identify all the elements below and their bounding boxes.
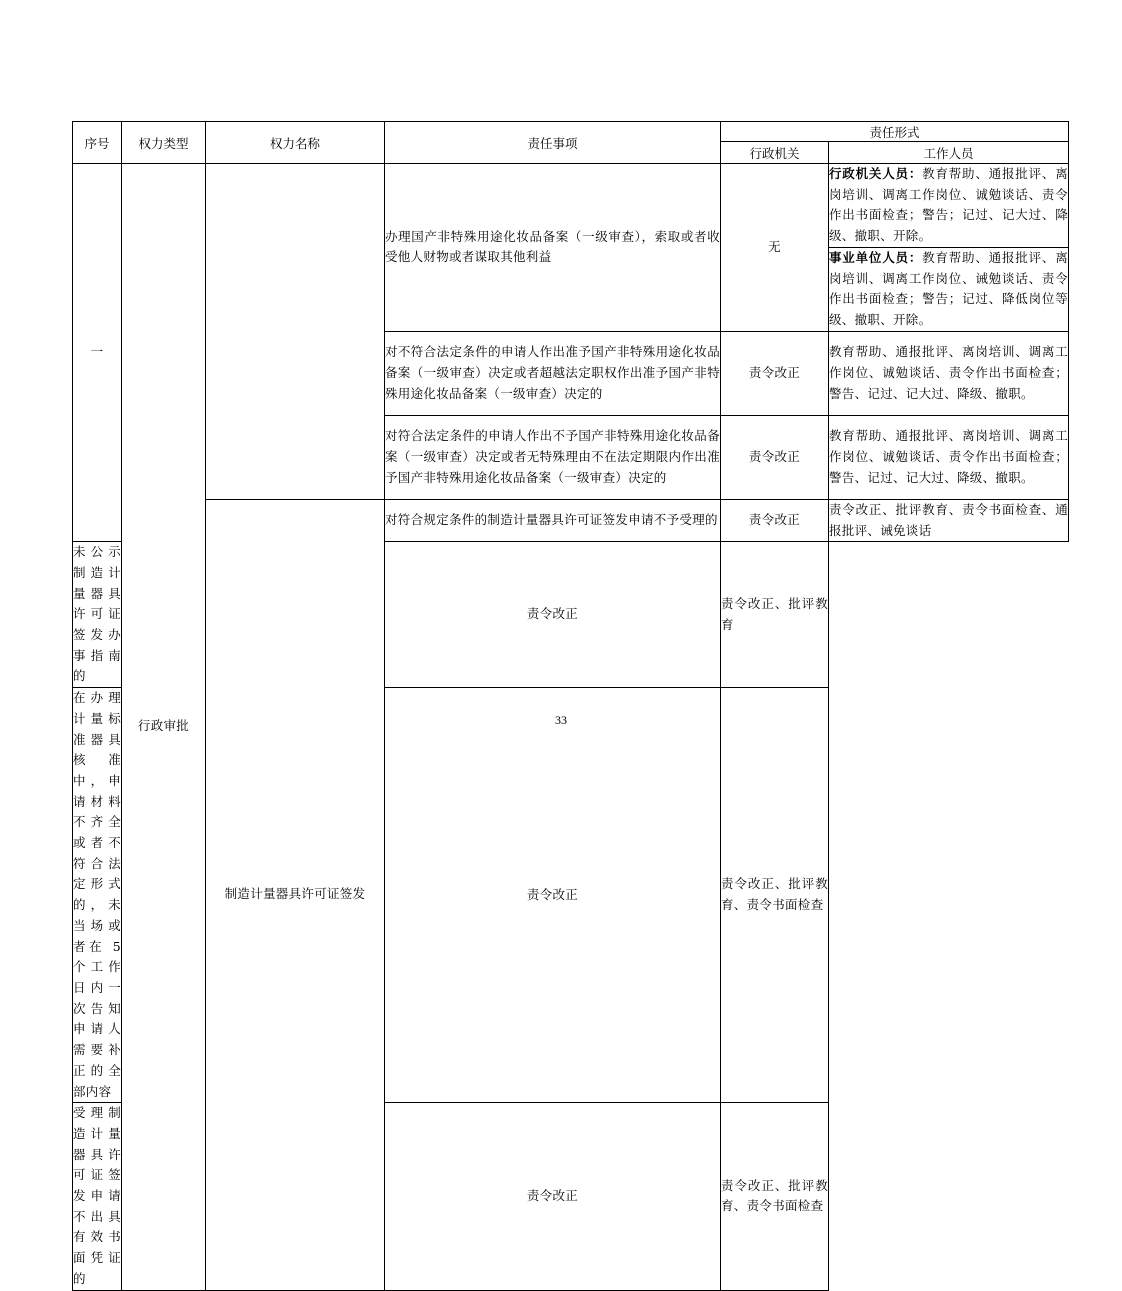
header-agency: 行政机关: [721, 142, 829, 164]
row-3-agency-form: 责令改正: [721, 415, 829, 499]
row-7-staff-form: 责令改正、批评教育、责令书面检查: [721, 1103, 829, 1290]
group-power-type: 行政审批: [122, 164, 206, 1291]
row-2-agency-form: 责令改正: [721, 331, 829, 415]
row-4-duty: 对符合规定条件的制造计量器具许可证签发申请不予受理的: [385, 499, 721, 541]
row-1-staff-administrative: [829, 164, 1069, 248]
row-4-agency-form: 责令改正: [721, 499, 829, 541]
liability-table: [72, 121, 1069, 1291]
group-power-name-2: 制造计量器具许可证签发: [206, 499, 385, 1290]
header-liability-form: 责任形式: [721, 122, 1069, 142]
staff-label-public-institution: 事业单位人员：: [829, 249, 923, 265]
row-5-agency-form: 责令改正: [385, 542, 721, 688]
row-1-agency-form: 无: [721, 164, 829, 332]
row-6-staff-form: 责令改正、批评教育、责令书面检查: [721, 688, 829, 1103]
page-number: 33: [555, 713, 567, 727]
row-3-staff-form: 教育帮助、通报批评、离岗培训、调离工作岗位、诚勉谈话、责令作出书面检查；警告、记过、记大过、降级、撤职。: [829, 415, 1069, 499]
group-seq: 一: [73, 164, 122, 542]
row-6-duty: 在办理计量标准器具核准中，申请材料不齐全或者不符合法定形式的，未当场或者在 5 个工作日内一次告知申请人需要补正的全部内容: [73, 688, 122, 1103]
row-5-duty: 未公示制造计量器具许可证签发办事指南的: [73, 542, 122, 688]
staff-text-public-institution: 教育帮助、通报批评、离岗培训、调离工作岗位、诫勉谈话、责令作出书面检查；警告；记过、降低岗位等级、撤职、开除。: [829, 249, 1069, 328]
row-1-duty: 办理国产非特殊用途化妆品备案（一级审查），索取或者收受他人财物或者谋取其他利益: [385, 164, 721, 332]
row-4-staff-form: 责令改正、批评教育、责令书面检查、通报批评、诫免谈话: [829, 499, 1069, 541]
group-power-name-1: [206, 164, 385, 500]
header-duty: 责任事项: [385, 122, 721, 164]
row-2-staff-form: 教育帮助、通报批评、离岗培训、调离工作岗位、诚勉谈话、责令作出书面检查；警告、记过、记大过、降级、撤职。: [829, 331, 1069, 415]
row-7-duty: 受理制造计量器具许可证签发申请不出具有效书面凭证的: [73, 1103, 122, 1290]
row-2-duty: 对不符合法定条件的申请人作出准予国产非特殊用途化妆品备案（一级审查）决定或者超越法定职权作出准予国产非特殊用途化妆品备案（一级审查）决定的: [385, 331, 721, 415]
row-1-staff-public-institution: [829, 247, 1069, 331]
header-power-name: 权力名称: [206, 122, 385, 164]
staff-text-administrative: 教育帮助、通报批评、离岗培训、调离工作岗位、诚勉谈话、责令作出书面检查；警告；记过、记大过、降级、撤职、开除。: [829, 166, 1069, 244]
row-5-staff-form: 责令改正、批评教育: [721, 542, 829, 688]
row-3-duty: 对符合法定条件的申请人作出不予国产非特殊用途化妆品备案（一级审查）决定或者无特殊理由不在法定期限内作出准予国产非特殊用途化妆品备案（一级审查）决定的: [385, 415, 721, 499]
header-staff: 工作人员: [829, 142, 1069, 164]
header-seq: 序号: [73, 122, 122, 164]
row-6-agency-form: 责令改正: [385, 688, 721, 1103]
header-power-type: 权力类型: [122, 122, 206, 164]
staff-label-administrative: 行政机关人员：: [829, 166, 923, 181]
row-7-agency-form: 责令改正: [385, 1103, 721, 1290]
